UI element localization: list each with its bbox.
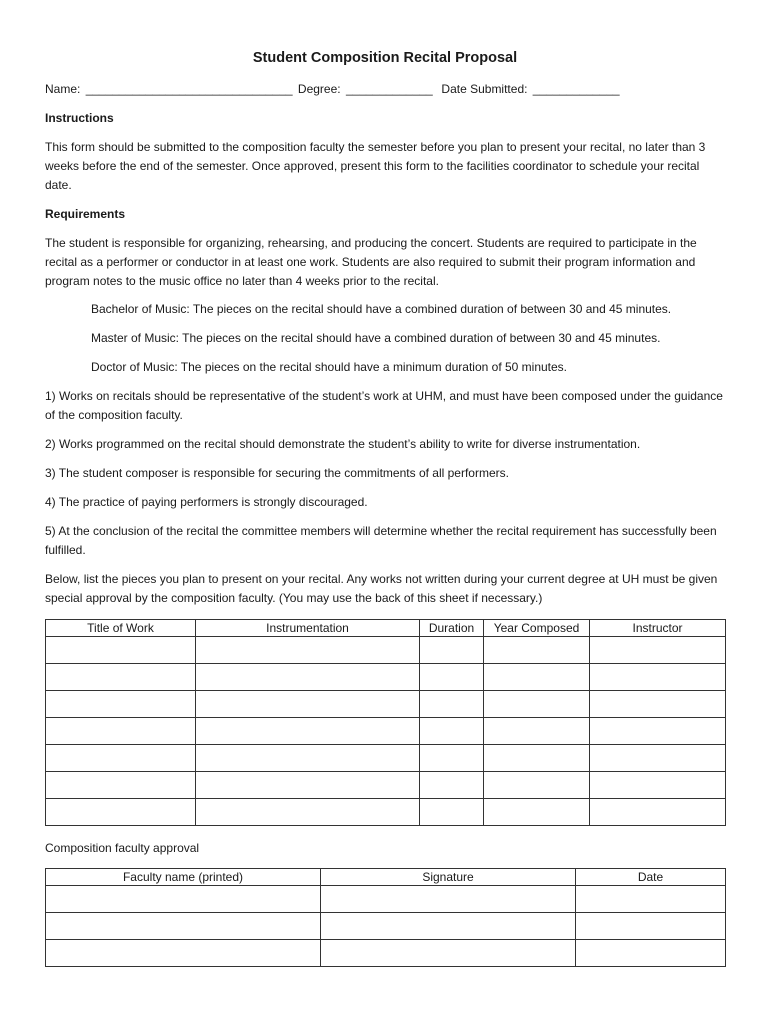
table-cell[interactable] xyxy=(46,799,196,826)
table-cell[interactable] xyxy=(420,691,484,718)
rule-3: 3) The student composer is responsible for securing the commitments of all performers. xyxy=(45,466,509,480)
rule-1: 1) Works on recitals should be representative of the student’s work at UHM, and must have been composed under the guidance of the composition faculty. xyxy=(45,389,723,422)
table-cell[interactable] xyxy=(484,745,590,772)
table-cell[interactable] xyxy=(590,799,726,826)
table-row xyxy=(46,772,726,799)
table-cell[interactable] xyxy=(46,691,196,718)
table-cell[interactable] xyxy=(576,940,726,967)
column-header-year-composed: Year Composed xyxy=(484,620,590,637)
table-cell[interactable] xyxy=(46,718,196,745)
table-row xyxy=(46,637,726,664)
table-cell[interactable] xyxy=(321,913,576,940)
table-cell[interactable] xyxy=(590,664,726,691)
requirements-intro: The student is responsible for organizing, rehearsing, and producing the concert. Students are required to participate in the recital as a performer or conductor in at least one work. Students are also required to submit their program information and program notes to the music office no later than 4 weeks prior to the recital. xyxy=(45,236,697,288)
degree-label: Degree: xyxy=(297,82,341,96)
table-cell[interactable] xyxy=(196,664,420,691)
table-cell[interactable] xyxy=(420,745,484,772)
table-cell[interactable] xyxy=(420,637,484,664)
degree-requirement-bachelor: Bachelor of Music: The pieces on the recital should have a combined duration of between 30 and 45 minutes. xyxy=(91,302,672,316)
column-header-instructor: Instructor xyxy=(590,620,726,637)
table-cell[interactable] xyxy=(590,745,726,772)
column-header-date: Date xyxy=(576,869,726,886)
table-cell[interactable] xyxy=(484,637,590,664)
table-cell[interactable] xyxy=(196,637,420,664)
table-cell[interactable] xyxy=(576,886,726,913)
table-cell[interactable] xyxy=(46,745,196,772)
instructions-heading: Instructions xyxy=(45,111,114,125)
table-cell[interactable] xyxy=(46,637,196,664)
table-row xyxy=(46,745,726,772)
degree-requirement-doctor: Doctor of Music: The pieces on the recital should have a minimum duration of 50 minutes. xyxy=(91,360,568,374)
column-header-title: Title of Work xyxy=(46,620,196,637)
table-cell[interactable] xyxy=(484,772,590,799)
name-field[interactable]: _______________________________ xyxy=(85,82,293,96)
table-cell[interactable] xyxy=(576,913,726,940)
table-cell[interactable] xyxy=(46,886,321,913)
table-cell[interactable] xyxy=(46,664,196,691)
table-cell[interactable] xyxy=(321,886,576,913)
column-header-signature: Signature xyxy=(321,869,576,886)
table-cell[interactable] xyxy=(590,691,726,718)
degree-field[interactable]: _____________ xyxy=(345,82,433,96)
table-cell[interactable] xyxy=(46,772,196,799)
approval-table-header-row xyxy=(46,869,726,886)
table-cell[interactable] xyxy=(484,664,590,691)
table-cell[interactable] xyxy=(46,913,321,940)
table-row xyxy=(46,718,726,745)
works-list-instructions: Below, list the pieces you plan to present on your recital. Any works not written during your current degree at UH must be given special approval by the composition faculty. (You may use the back of this sheet if necessary.) xyxy=(45,572,718,605)
table-row xyxy=(46,664,726,691)
table-cell[interactable] xyxy=(420,718,484,745)
table-row xyxy=(46,691,726,718)
table-cell[interactable] xyxy=(196,799,420,826)
faculty-approval-label: Composition faculty approval xyxy=(45,841,200,855)
table-cell[interactable] xyxy=(196,745,420,772)
table-cell[interactable] xyxy=(196,691,420,718)
date-submitted-field[interactable]: _____________ xyxy=(532,82,620,96)
column-header-faculty-name: Faculty name (printed) xyxy=(46,869,321,886)
table-cell[interactable] xyxy=(420,664,484,691)
table-cell[interactable] xyxy=(420,799,484,826)
works-table-header-row xyxy=(46,620,726,637)
table-cell[interactable] xyxy=(484,799,590,826)
name-label: Name: xyxy=(45,82,81,96)
page-title: Student Composition Recital Proposal xyxy=(252,50,518,66)
table-row xyxy=(46,799,726,826)
table-cell[interactable] xyxy=(590,718,726,745)
table-cell[interactable] xyxy=(420,772,484,799)
student-info-line xyxy=(45,80,622,99)
table-cell[interactable] xyxy=(590,637,726,664)
rule-4: 4) The practice of paying performers is strongly discouraged. xyxy=(45,495,368,509)
table-row xyxy=(46,913,726,940)
rule-2: 2) Works programmed on the recital should demonstrate the student’s ability to write for diverse instrumentation. xyxy=(45,437,641,451)
rule-5: 5) At the conclusion of the recital the committee members will determine whether the recital requirement has successfully been fulfilled. xyxy=(45,524,717,557)
table-cell[interactable] xyxy=(46,940,321,967)
instructions-text: This form should be submitted to the composition faculty the semester before you plan to present your recital, no later than 3 weeks before the end of the semester. Once approved, present this form to the facilities coordinator to schedule your recital date. xyxy=(45,140,706,192)
table-row xyxy=(46,886,726,913)
requirements-heading: Requirements xyxy=(45,207,126,221)
date-submitted-label: Date Submitted: xyxy=(441,82,528,96)
table-cell[interactable] xyxy=(484,718,590,745)
table-cell[interactable] xyxy=(196,718,420,745)
works-table xyxy=(45,619,726,826)
table-cell[interactable] xyxy=(590,772,726,799)
column-header-instrumentation: Instrumentation xyxy=(196,620,420,637)
table-cell[interactable] xyxy=(484,691,590,718)
table-cell[interactable] xyxy=(321,940,576,967)
degree-requirement-master: Master of Music: The pieces on the recital should have a combined duration of between 30 and 45 minutes. xyxy=(91,331,661,345)
table-cell[interactable] xyxy=(196,772,420,799)
column-header-duration: Duration xyxy=(420,620,484,637)
faculty-approval-table xyxy=(45,868,726,967)
table-row xyxy=(46,940,726,967)
